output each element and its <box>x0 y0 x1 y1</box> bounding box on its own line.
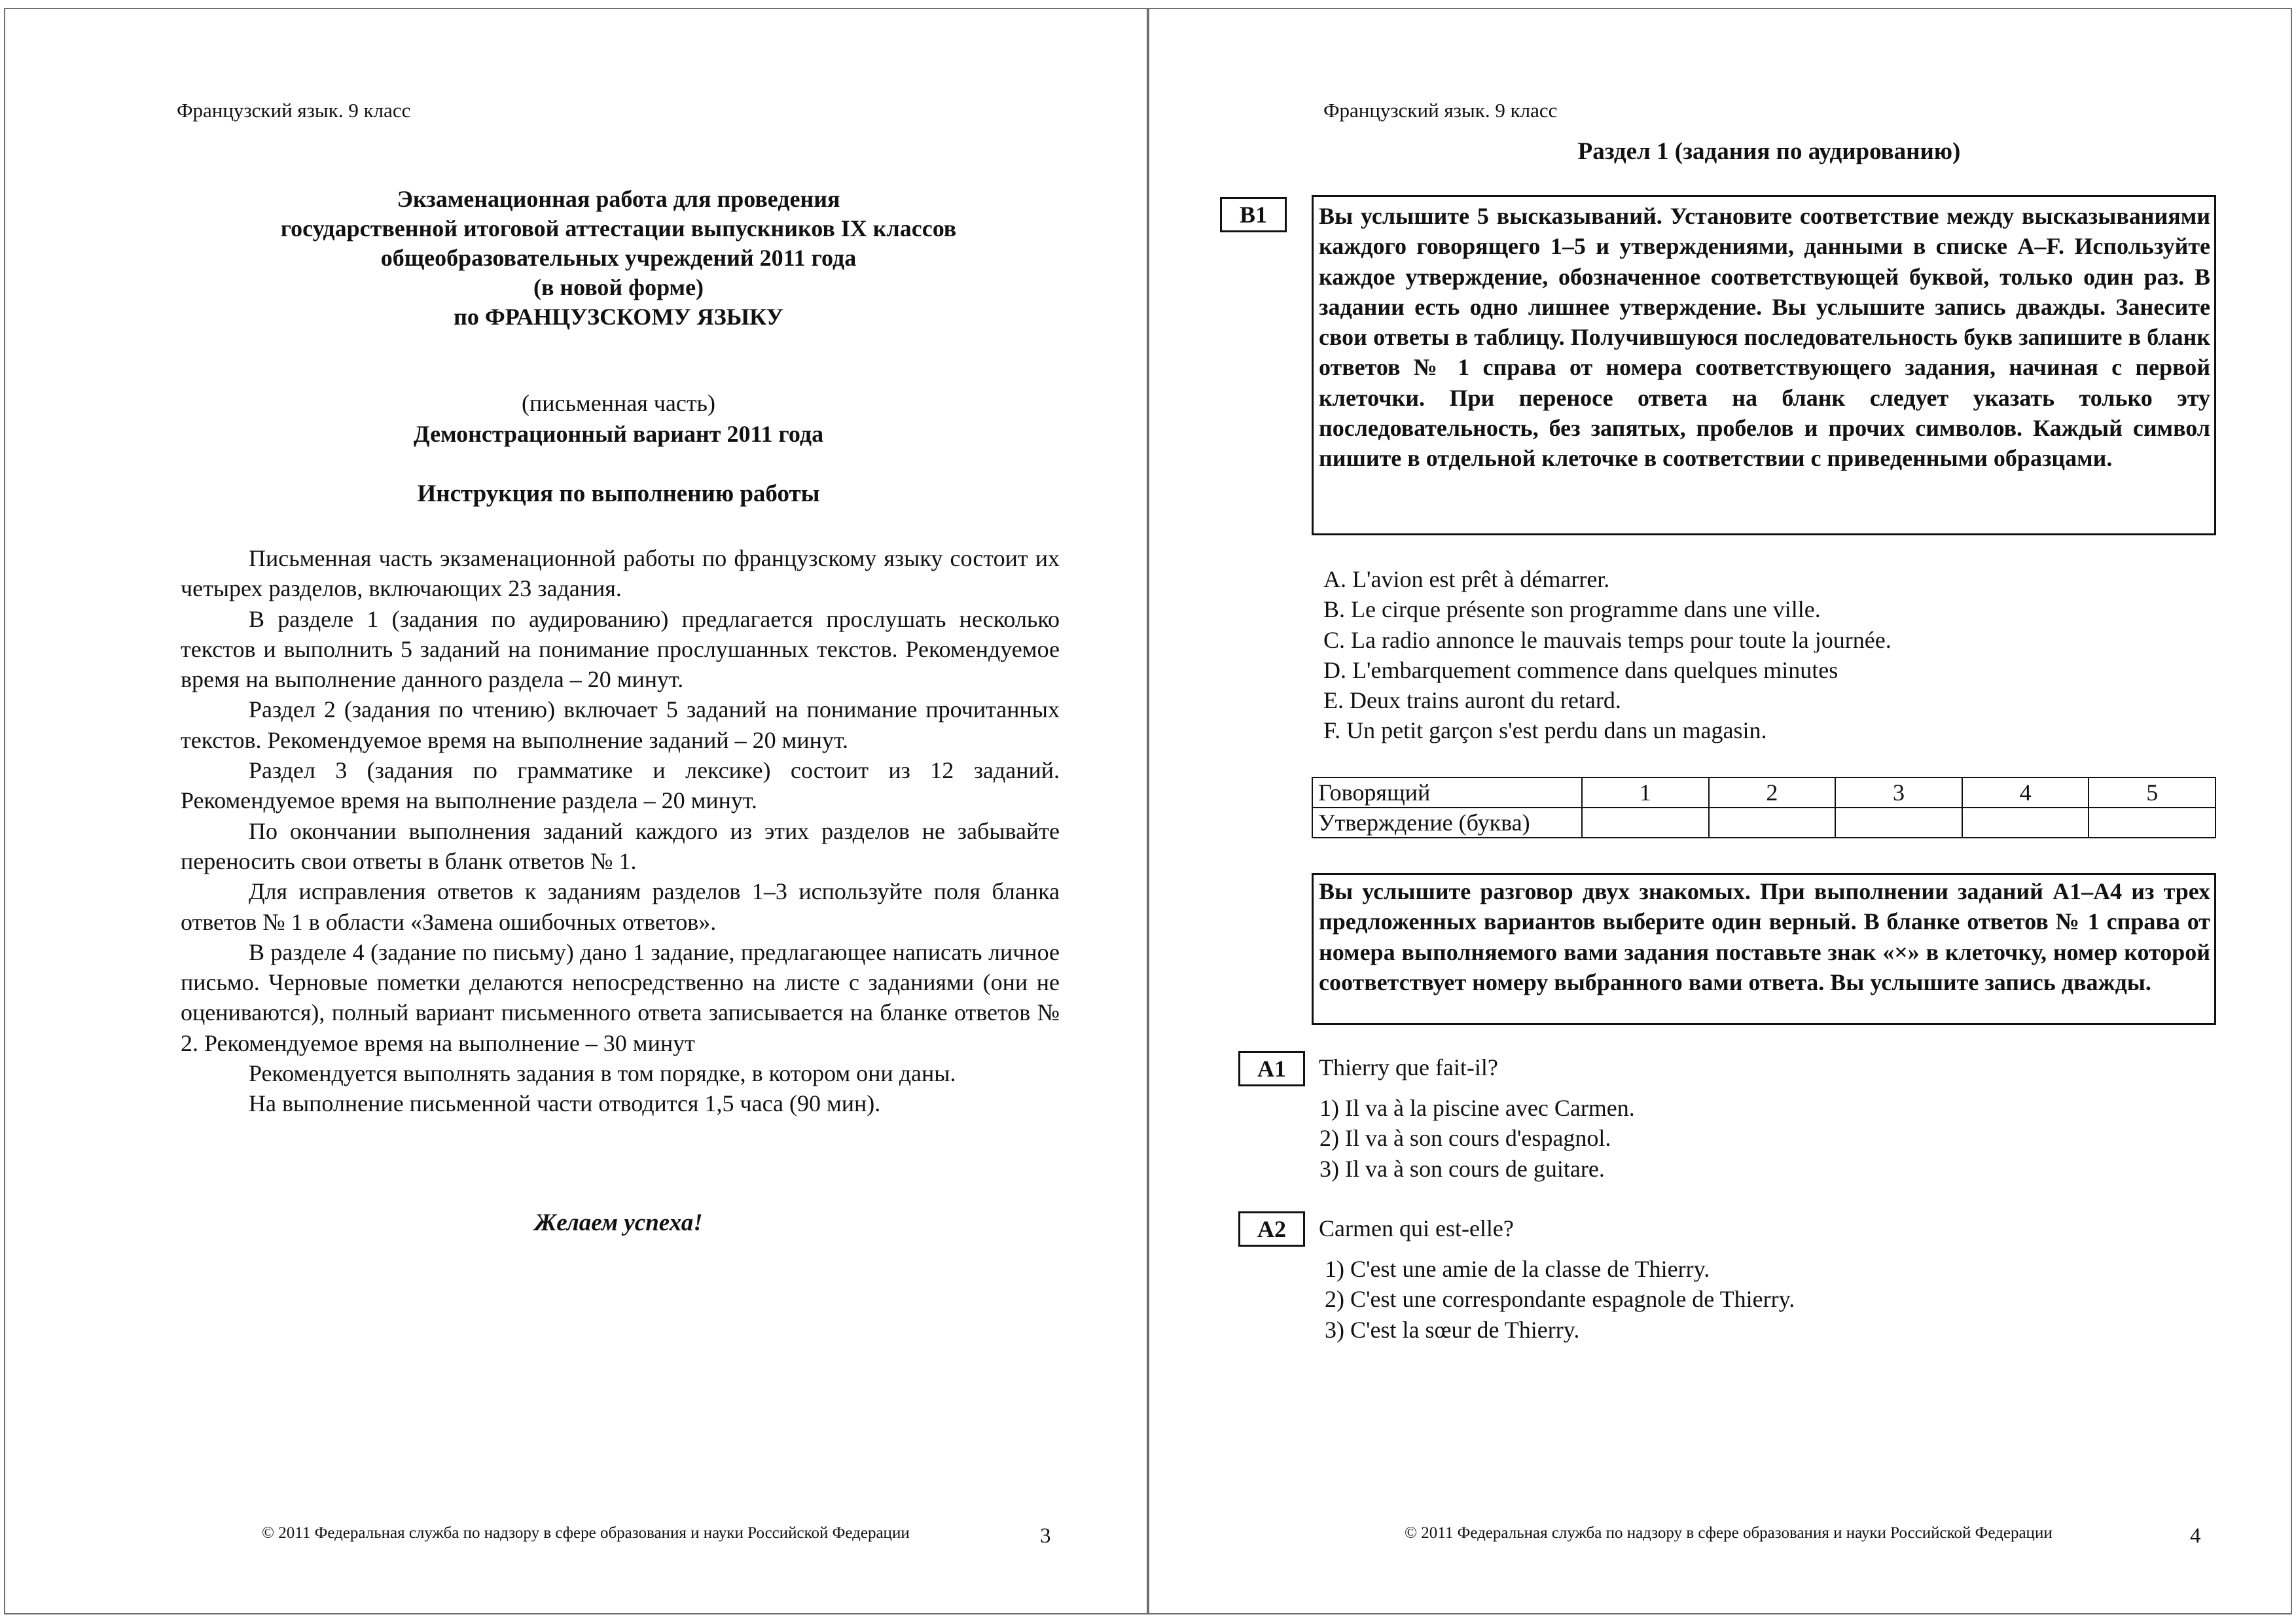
paragraph: Раздел 2 (задания по чтению) включает 5 заданий на понимание прочитанных текстов. Рекомендуемое время на выполнение заданий – 20 минут. <box>181 696 1060 753</box>
option-item: F. Un petit garçon s'est perdu dans un magasin. <box>1323 717 1767 744</box>
speaker-cell: 1 <box>1582 777 1709 808</box>
paragraph: Письменная часть экзаменационной работы по французскому языку состоит их четырех разделов, включающих 23 задания. <box>181 545 1060 602</box>
title-line: государственной итоговой аттестации выпускников IX классов <box>280 215 957 241</box>
title-line: (в новой форме) <box>533 274 704 300</box>
option-item: B. Le cirque présente son programme dans une ville. <box>1323 596 1821 623</box>
answers-a2 <box>1325 1254 1795 1345</box>
page-header: Французский язык. 9 класс <box>177 99 411 122</box>
answer-cell[interactable] <box>1962 808 2089 838</box>
title-line: по ФРАНЦУЗСКОМУ ЯЗЫКУ <box>454 304 783 330</box>
answer-option: 1) C'est une amie de la classe de Thierry. <box>1325 1256 1710 1282</box>
table-row <box>1312 777 2215 808</box>
section-title: Раздел 1 (задания по аудированию) <box>1577 138 1961 165</box>
dialog-instructions-box: Вы услышите разговор двух знакомых. При выполнении заданий А1–А4 из трех предложенных вариантов выберите один верный. В бланке ответов № 1 справа от номера выполняемого вами задания поставьте знак «×» в клеточку, номер которой соответствует номеру выбранного вами ответа. Вы услышите запись дважды. <box>1312 873 2216 1025</box>
page-4 <box>1148 8 2292 1614</box>
b1-instructions-box: Вы услышите 5 высказываний. Установите соответствие между высказываниями каждого говорящего 1–5 и утверждениями, данными в списке А–F. Используйте каждое утверждение, обозначенное соответствующей буквой, только один раз. В задании есть одно лишнее утверждение. Вы услышите запись дважды. Занесите свои ответы в таблицу. Получившуюся последовательность букв запишите в бланк ответов № 1 справа от номера соответствующего задания, начиная с первой клеточки. При переносе ответа на бланк следует указать только эту последовательность, без запятых, пробелов и прочих символов. Каждый символ пишите в отдельной клеточке в соответствии с приведенными образцами. <box>1312 195 2216 535</box>
question-a1: Thierry que fait-il? <box>1319 1054 1498 1080</box>
speaker-cell: 5 <box>2089 777 2215 808</box>
subtitle: (письменная часть) <box>522 390 715 416</box>
option-item: E. Deux trains auront du retard. <box>1323 687 1621 714</box>
answer-option: 2) C'est une correspondante espagnole de Thierry. <box>1325 1286 1795 1313</box>
task-label-a1: A1 <box>1238 1051 1305 1086</box>
answers-a1 <box>1319 1093 1635 1184</box>
demo-variant: Демонстрационный вариант 2011 года <box>413 421 824 447</box>
paragraph: На выполнение письменной части отводится 1,5 часа (90 мин). <box>249 1090 881 1117</box>
instructions-title: Инструкция по выполнению работы <box>417 480 820 507</box>
table-row <box>1312 808 2215 838</box>
answer-cell[interactable] <box>1835 808 1962 838</box>
answer-cell[interactable] <box>2089 808 2215 838</box>
answer-option: 3) C'est la sœur de Thierry. <box>1325 1316 1580 1343</box>
good-luck-wish: Желаем успеха! <box>534 1209 703 1236</box>
answer-cell[interactable] <box>1709 808 1836 838</box>
paragraph: В разделе 4 (задание по письму) дано 1 задание, предлагающее написать личное письмо. Черновые пометки делаются непосредственно на листе с заданиями (они не оцениваются), полный вариант письменного ответа записывается на бланке ответов № 2. Рекомендуемое время на выполнение – 30 минут <box>181 938 1060 1056</box>
option-item: C. La radio annonce le mauvais temps pour toute la journée. <box>1323 626 1892 653</box>
paragraph: В разделе 1 (задания по аудированию) предлагается прослушать несколько текстов и выполнить 5 заданий на понимание прослушанных текстов. Рекомендуемое время на выполнение данного раздела – 20 минут. <box>181 605 1060 693</box>
answer-cell[interactable] <box>1582 808 1709 838</box>
speaker-cell: 2 <box>1709 777 1836 808</box>
task-label-a2: A2 <box>1238 1211 1305 1247</box>
paragraph: Раздел 3 (задания по грамматике и лексике) состоит из 12 заданий. Рекомендуемое время на выполнение раздела – 20 минут. <box>181 757 1060 814</box>
answer-option: 1) Il va à la piscine avec Carmen. <box>1319 1095 1635 1121</box>
statement-options <box>1323 564 1892 746</box>
instructions-body <box>181 543 1060 1119</box>
option-item: A. L'avion est prêt à démarrer. <box>1323 566 1610 592</box>
title-line: общеобразовательных учреждений 2011 года <box>380 245 857 271</box>
page-footer: © 2011 Федеральная служба по надзору в сфере образования и науки Российской Федерации <box>1405 1524 2053 1542</box>
task-label-b1: B1 <box>1220 197 1287 232</box>
question-a2: Carmen qui est-elle? <box>1319 1215 1514 1241</box>
page-header: Французский язык. 9 класс <box>1323 99 1558 122</box>
page-footer: © 2011 Федеральная служба по надзору в сфере образования и науки Российской Федерации <box>262 1524 910 1542</box>
paragraph: Рекомендуется выполнять задания в том порядке, в котором они даны. <box>249 1060 956 1087</box>
title-line: Экзаменационная работа для проведения <box>397 186 840 212</box>
exam-title <box>177 185 1060 332</box>
option-item: D. L'embarquement commence dans quelques minutes <box>1323 656 1839 683</box>
page-number: 4 <box>2190 1524 2201 1548</box>
page-3 <box>4 8 1148 1614</box>
subtitle-block <box>177 388 1060 450</box>
row-label-speaker: Говорящий <box>1312 777 1582 808</box>
speaker-cell: 4 <box>1962 777 2089 808</box>
row-label-statement: Утверждение (буква) <box>1312 808 1582 838</box>
answer-option: 3) Il va à son cours de guitare. <box>1319 1155 1605 1182</box>
paragraph: Для исправления ответов к заданиям разделов 1–3 используйте поля бланка ответов № 1 в области «Замена ошибочных ответов». <box>181 878 1060 935</box>
speaker-cell: 3 <box>1835 777 1962 808</box>
paragraph: По окончании выполнения заданий каждого из этих разделов не забывайте переносить свои ответы в бланк ответов № 1. <box>181 817 1060 874</box>
answer-option: 2) Il va à son cours d'espagnol. <box>1319 1125 1611 1152</box>
page-number: 3 <box>1040 1524 1051 1548</box>
matching-table <box>1312 777 2216 838</box>
